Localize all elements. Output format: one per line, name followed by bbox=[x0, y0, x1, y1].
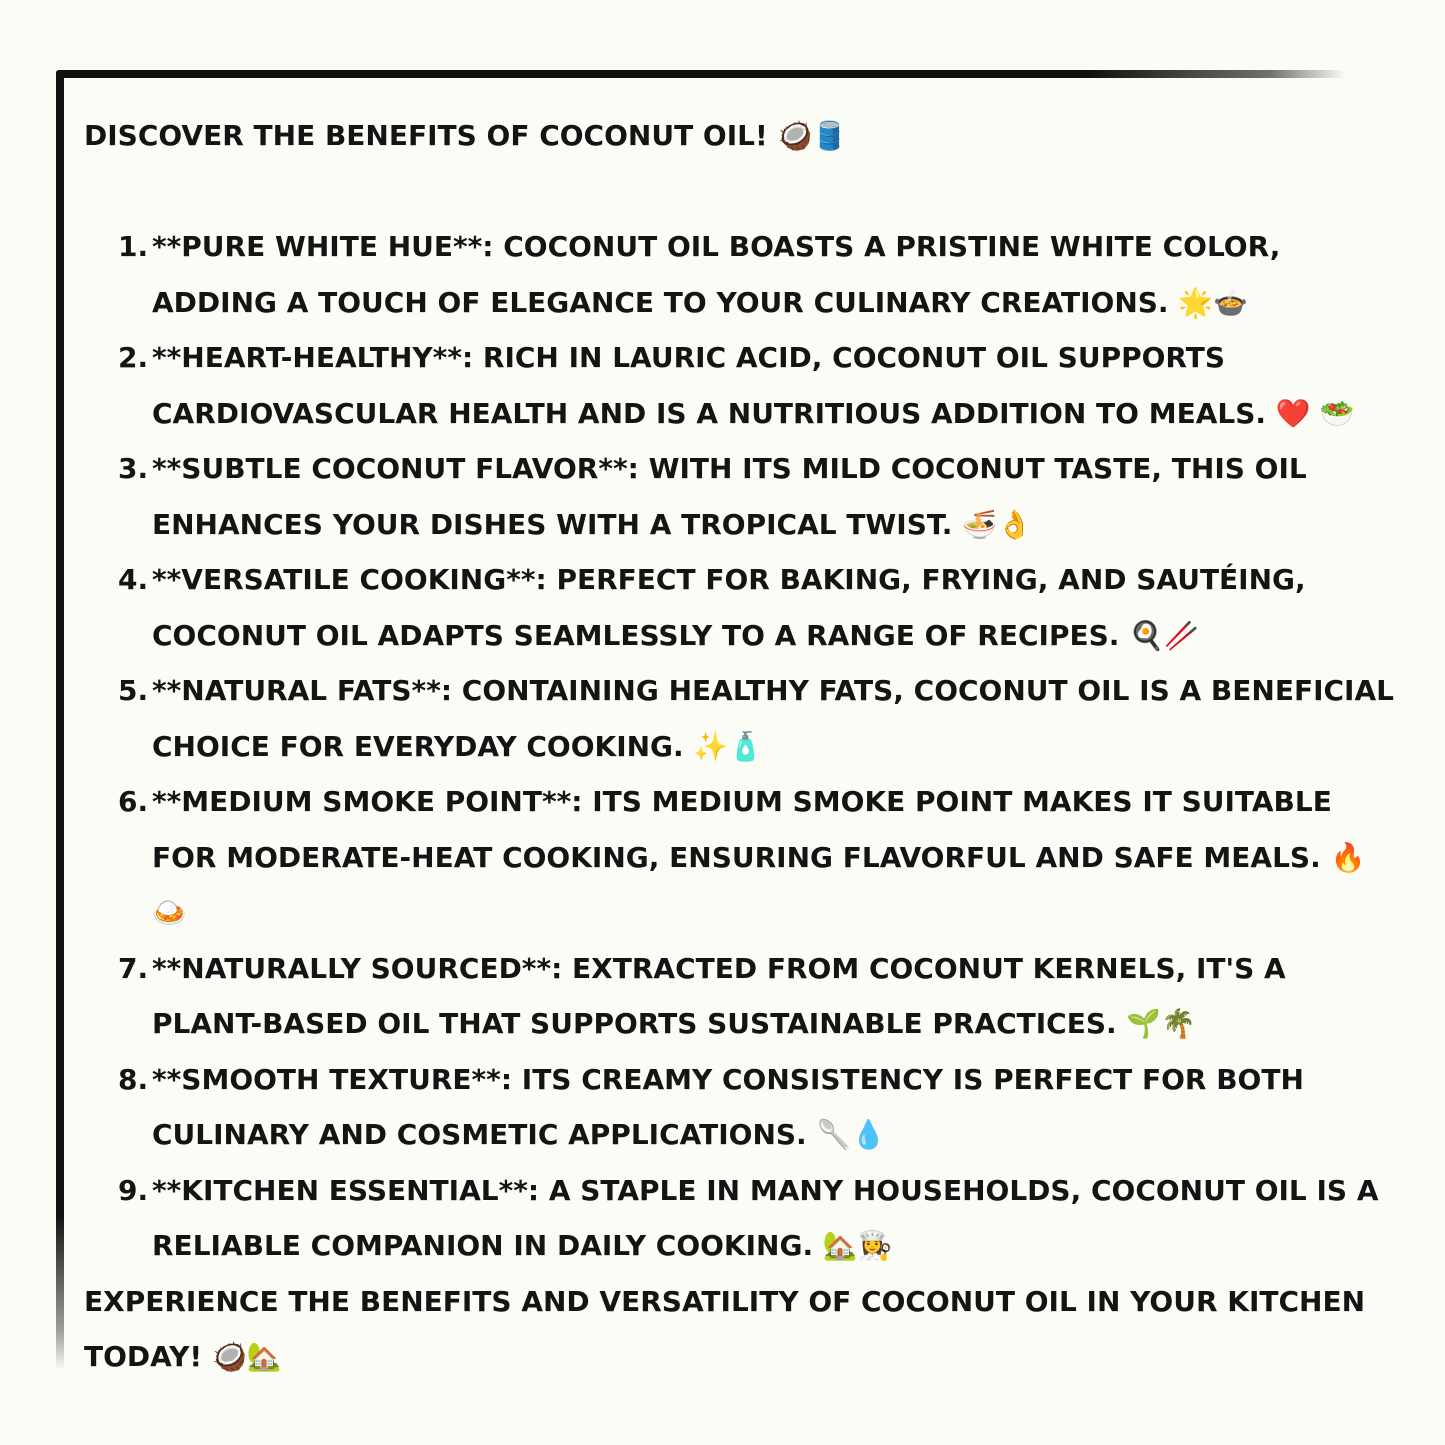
benefit-body: COCONUT OIL BOASTS A PRISTINE WHITE COLOR, ADDING A TOUCH OF ELEGANCE TO YOUR CULINARY CREATIONS. bbox=[152, 230, 1281, 319]
benefit-item-heart-healthy bbox=[84, 330, 1394, 441]
benefit-title: **PURE WHITE HUE**: bbox=[152, 230, 494, 263]
star-bowl-emoji-icon: 🌟🍲 bbox=[1178, 285, 1249, 319]
benefit-body: ITS MEDIUM SMOKE POINT MAKES IT SUITABLE FOR MODERATE-HEAT COOKING, ENSURING FLAVORFUL AND SAFE MEALS. bbox=[152, 785, 1332, 874]
post-content bbox=[84, 108, 1394, 1385]
benefit-body: RICH IN LAURIC ACID, COCONUT OIL SUPPORTS CARDIOVASCULAR HEALTH AND IS A NUTRITIOUS ADDITION TO MEALS. bbox=[152, 341, 1267, 430]
headline bbox=[84, 108, 1394, 164]
frame-top-stroke bbox=[56, 70, 1346, 78]
spoon-droplet-emoji-icon: 🥄💧 bbox=[816, 1118, 887, 1151]
benefit-item-naturally-sourced bbox=[84, 941, 1394, 1052]
spacer bbox=[84, 164, 1394, 220]
benefit-body: EXTRACTED FROM COCONUT KERNELS, IT'S A PLANT-BASED OIL THAT SUPPORTS SUSTAINABLE PRACTICES. bbox=[152, 951, 1286, 1040]
heart-salad-emoji-icon: ❤️ 🥗 bbox=[1275, 396, 1355, 430]
benefit-title: **SUBTLE COCONUT FLAVOR**: bbox=[152, 452, 639, 485]
frame-left-stroke bbox=[56, 70, 64, 1370]
benefit-number: 5. bbox=[118, 674, 149, 707]
house-cook-emoji-icon: 🏡👩‍🍳 bbox=[822, 1229, 893, 1262]
benefit-title: **NATURAL FATS**: bbox=[152, 674, 453, 707]
coconut-oil-emoji-icon: 🥥🛢️ bbox=[777, 119, 848, 152]
benefit-title: **KITCHEN ESSENTIAL**: bbox=[152, 1173, 540, 1207]
fire-curry-emoji-icon: 🔥🍛 bbox=[152, 840, 1366, 929]
closing-statement bbox=[84, 1274, 1394, 1385]
benefit-item-versatile-cooking bbox=[84, 552, 1394, 663]
benefit-number: 3. bbox=[118, 452, 149, 485]
benefit-number: 1. bbox=[118, 230, 149, 263]
benefit-body: WITH ITS MILD COCONUT TASTE, THIS OIL ENHANCES YOUR DISHES WITH A TROPICAL TWIST. bbox=[152, 452, 1307, 541]
benefit-title: **HEART-HEALTHY**: bbox=[152, 341, 474, 374]
benefit-title: **SMOOTH TEXTURE**: bbox=[152, 1062, 513, 1096]
benefit-number: 6. bbox=[118, 785, 149, 818]
coconut-house-emoji-icon: 🥥🏡 bbox=[211, 1340, 282, 1373]
benefit-body: A STAPLE IN MANY HOUSEHOLDS, COCONUT OIL IS A RELIABLE COMPANION IN DAILY COOKING. bbox=[152, 1173, 1379, 1262]
benefit-title: **MEDIUM SMOKE POINT**: bbox=[152, 785, 583, 818]
noodles-ok-emoji-icon: 🍜👌 bbox=[962, 507, 1032, 541]
benefit-number: 2. bbox=[118, 341, 149, 374]
benefit-body: CONTAINING HEALTHY FATS, COCONUT OIL IS A BENEFICIAL CHOICE FOR EVERYDAY COOKING. bbox=[152, 674, 1394, 763]
benefit-number: 4. bbox=[118, 563, 149, 596]
benefit-item-pure-white-hue bbox=[84, 219, 1394, 330]
headline-text: DISCOVER THE BENEFITS OF COCONUT OIL! bbox=[84, 119, 768, 152]
benefit-item-medium-smoke-point bbox=[84, 774, 1394, 941]
sparkles-lotion-emoji-icon: ✨🧴 bbox=[693, 729, 764, 763]
benefit-title: **NATURALLY SOURCED**: bbox=[152, 951, 563, 985]
benefit-number: 7. bbox=[118, 951, 149, 985]
benefit-item-kitchen-essential bbox=[84, 1163, 1394, 1274]
closing-text: EXPERIENCE THE BENEFITS AND VERSATILITY OF COCONUT OIL IN YOUR KITCHEN TODAY! bbox=[84, 1284, 1366, 1373]
benefit-body: ITS CREAMY CONSISTENCY IS PERFECT FOR BOTH CULINARY AND COSMETIC APPLICATIONS. bbox=[152, 1062, 1304, 1151]
benefit-list bbox=[84, 219, 1394, 1274]
pan-chopsticks-emoji-icon: 🍳🥢 bbox=[1129, 618, 1199, 652]
benefit-number: 9. bbox=[118, 1173, 149, 1207]
benefit-item-natural-fats bbox=[84, 663, 1394, 774]
benefit-body: PERFECT FOR BAKING, FRYING, AND SAUTÉING, COCONUT OIL ADAPTS SEAMLESSLY TO A RANGE OF RECIPES. bbox=[152, 563, 1306, 652]
benefit-number: 8. bbox=[118, 1062, 149, 1096]
seedling-palm-emoji-icon: 🌱🌴 bbox=[1126, 1007, 1197, 1040]
benefit-title: **VERSATILE COOKING**: bbox=[152, 563, 547, 596]
benefit-item-subtle-coconut-flavor bbox=[84, 441, 1394, 552]
benefit-item-smooth-texture bbox=[84, 1052, 1394, 1163]
